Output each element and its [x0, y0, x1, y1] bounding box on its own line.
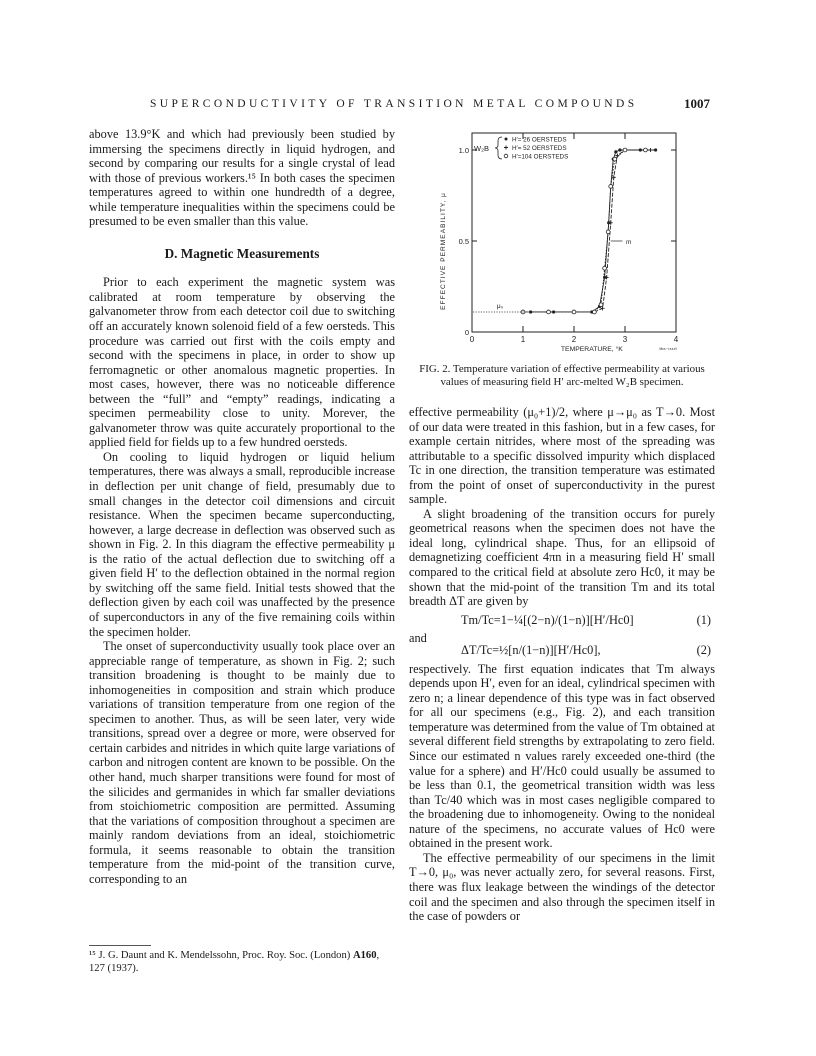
equation-1-body: Tm/Tc=1−¼[(2−n)/(1−n)][H′/Hc0]	[461, 612, 634, 627]
x-tick-label: 0	[469, 335, 475, 344]
data-point-circle	[644, 148, 648, 152]
x-tick-label: 2	[571, 335, 577, 344]
data-point-dot	[654, 148, 657, 151]
data-point-circle	[609, 185, 613, 189]
legend-label: H′=104 OERSTEDS	[512, 153, 569, 161]
equation-1	[409, 613, 715, 628]
footnote-text: J. G. Daunt and K. Mendelssohn, Proc. Roy. Soc. (London)	[98, 950, 351, 961]
x-axis-label: TEMPERATURE, °K	[560, 346, 623, 353]
y-axis-label: EFFECTIVE PERMEABILITY, μ	[440, 192, 447, 310]
data-point-dot	[614, 150, 617, 153]
plot-layer	[440, 133, 679, 353]
legend-compound: W₂B	[474, 144, 489, 153]
paragraph-mid-point: respectively. The first equation indicates that Tm always depends upon H′, even for an ideal, cylindrical specimen with zero n; a linear dependence of this type was in fact observed for all our specimens (e.g., Fig. 2), and each transition temperature was determined from the value of Tm obtained at several different field strengths by extrapolating to zero field. Since our estimated n values rarely exceeded one-third (the value for a sphere) and H′/Hc0 could usually be assumed to be less than 0.1, the geometrical transition width was less than Tc/40 which was in most cases negligible compared to the broadening due to inhomogeneity. Owing to the nonideal nature of the specimens, no accurate values of Hc0 were obtained in the present work.	[409, 661, 715, 851]
and-connector: and	[409, 631, 427, 646]
data-point-circle	[547, 310, 551, 314]
data-point-plus	[649, 148, 653, 152]
footnote-marker: ¹⁵	[89, 950, 96, 961]
data-point-circle	[603, 266, 607, 270]
paragraph-calibration: Prior to each experiment the magnetic system was calibrated at room temperature by observing the galvanometer throw from each detector coil due to switching off an accurately known solenoid field of a few oersteds. This procedure was carried out first with the coils empty and second with the specimens in place, in order to show up ferromagnetic or other anomalous magnetic properties. In most cases, however, there was no noticeable difference between the “full” and “empty” readings, indicating a specimen permeability close to unity. Morever, the galvanometer throw was quite accurately proportional to the applied field for fields up to a few hundred oersteds.	[89, 275, 395, 450]
paragraph-limit: The effective permeability of our specimens in the limit T→0, μ₀, was never actually zero, for several reasons. First, there was flux leakage between the windings of the detector coil and the specimen and also through the specimen itself in the case of powders or	[409, 850, 715, 924]
legend-label: H′= 52 OERSTEDS	[512, 145, 567, 152]
paragraph-cooling: On cooling to liquid hydrogen or liquid helium temperatures, there was always a small, reproducible increase in deflection per unit change of field, presumably due to small changes in the detector coil dimensions and circuit resistance. When the specimen became superconducting, however, a large decrease in deflection was observed such as shown in Fig. 2. In this diagram the effective permeability μ is the ratio of the actual deflection due to switching off a given field H′ to the deflection obtained in the normal region by switching off the same field. Initial tests showed that the deflection given by each coil was unaffected by the presence of superconductors in any of the five remaining coils within the specimen holder.	[89, 449, 395, 639]
footnote	[89, 950, 395, 975]
legend-brace	[495, 137, 502, 159]
paragraph-temperature-agreement: above 13.9°K and which had previously been studied by immersing the specimens directly in liquid hydrogen, and second by comparing our results for a single crystal of lead with those of previous workers.¹⁵ In both cases the specimen temperatures agreed to within one hundredth of a degree, while temperature inequalities within the specimens could be presumed to be even smaller than this value.	[89, 127, 395, 229]
mu0-annotation: μ₀	[496, 302, 504, 310]
paragraph-broadening: A slight broadening of the transition occurs for purely geometrical reasons when the specimen does not have the ideal long, cylindrical shape. Thus, for an ellipsoid of demagnetizing coefficient 4πn in a measuring field H′ small compared to the critical field at absolute zero Hc0, it may be shown that the mid-point of the transition Tm and its total breadth ΔT are given by	[409, 506, 715, 609]
footnote-volume: A160	[352, 950, 377, 961]
data-point-dot	[618, 148, 621, 151]
equation-2	[409, 643, 715, 658]
left-column	[89, 127, 395, 886]
equation-2-number: (2)	[696, 643, 711, 658]
footnote-rest: , 127 (1937).	[89, 950, 380, 974]
data-point-circle	[599, 303, 603, 307]
m-annotation: m	[626, 239, 632, 246]
figure-caption: FIG. 2. Temperature variation of effective permeability at various values of measuring field H′ arc-melted W₂B specimen.	[419, 363, 705, 388]
data-point-circle	[623, 148, 627, 152]
figure-ref-code: ᴹ⁸⁸⁻¹⁵⁸⁴⁰	[659, 347, 678, 352]
legend-marker-plus	[504, 146, 508, 150]
x-tick-label: 4	[673, 335, 679, 344]
legend-marker-circle	[504, 154, 508, 158]
y-tick-label: 1.0	[458, 146, 469, 155]
series-line	[523, 150, 645, 312]
data-point-plus	[615, 153, 619, 157]
series-line	[531, 150, 656, 312]
x-tick-label: 1	[520, 335, 526, 344]
data-point-circle	[613, 157, 617, 161]
y-tick-label: 0	[464, 328, 469, 337]
x-tick-label: 3	[622, 335, 628, 344]
section-heading: D. Magnetic Measurements	[164, 245, 320, 261]
y-tick-label: 0.5	[458, 237, 469, 246]
page-number: 1007	[684, 96, 710, 111]
paragraph-onset: The onset of superconductivity usually took place over an appreciable range of temperature, as shown in Fig. 2; such transition broadening is thought to be mainly due to inhomogeneities in composition and strain which produce variations of transition temperature from one region of the specimen to another. Thus, as will be seen later, very wide transitions, spread over a degree or more, were observed for certain carbides and nitrides in which quite large variations of carbon and nitrogen content are known to be possible. On the other hand, much sharper transitions were found for most of the silicides and germanides in which far smaller deviations from stoichiometric composition are permitted. Assuming that the variations of composition throughout a specimen are mainly random deviations from an ideal, stoichiometric formula, it seems reasonable to obtain the transition temperature from the mid-point of the transition curve, corresponding to an	[89, 639, 395, 886]
equation-2-body: ΔT/Tc=½[n/(1−n)][H′/Hc0],	[461, 643, 601, 658]
page-header	[150, 96, 710, 112]
legend-marker-dot	[505, 138, 508, 141]
running-title: SUPERCONDUCTIVITY OF TRANSITION METAL COMPOUNDS	[150, 98, 638, 110]
legend-label: H′= 26 OERSTEDS	[512, 136, 567, 144]
data-point-circle	[606, 230, 610, 234]
paragraph-effective-permeability: effective permeability (μ₀+1)/2, where μ→μ₀ as T→0. Most of our data were treated in this fashion, but in a few cases, for example certain nitrides, where most of the spreading was attributable to a specific dissolved impurity which displaced Tc in one direction, the transition temperature was estimated from the point of onset of superconductivity in the purest sample.	[409, 405, 715, 507]
footnote-rule	[89, 945, 151, 946]
figure-2-chart	[440, 125, 700, 360]
equation-1-number: (1)	[696, 612, 711, 627]
right-column	[409, 405, 715, 924]
data-point-circle	[593, 310, 597, 314]
data-point-circle	[572, 310, 576, 314]
